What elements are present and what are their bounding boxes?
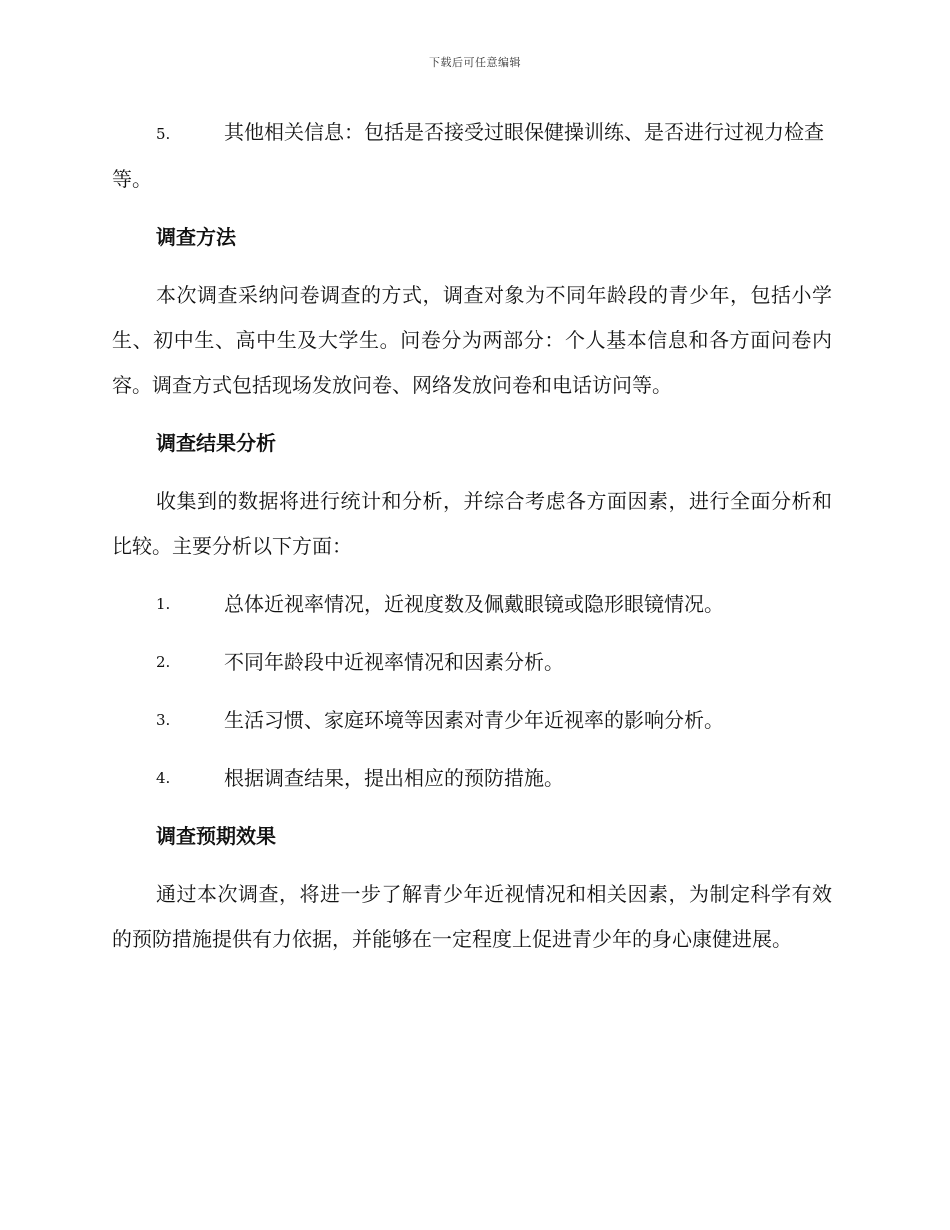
section-heading-analysis: 调查结果分析 xyxy=(156,431,276,455)
list-text: 不同年龄段中近视率情况和因素分析。 xyxy=(224,650,564,674)
list-text: 总体近视率情况，近视度数及佩戴眼镜或隐形眼镜情况。 xyxy=(224,592,724,616)
section-heading-method: 调查方法 xyxy=(156,225,236,249)
list-text: 生活习惯、家庭环境等因素对青少年近视率的影响分析。 xyxy=(224,708,724,732)
list-number: 3. xyxy=(156,711,171,729)
document-body xyxy=(112,110,832,975)
section-heading-expected: 调查预期效果 xyxy=(156,824,276,848)
list-text: 其他相关信息：包括是否接受过眼保健操训练、是否进行过视力检查等。 xyxy=(112,120,824,191)
list-item-4 xyxy=(112,756,832,801)
list-item-5 xyxy=(112,110,832,202)
list-item-2 xyxy=(112,640,832,685)
list-number: 1. xyxy=(156,595,171,613)
paragraph-method: 本次调查采纳问卷调查的方式，调查对象为不同年龄段的青少年，包括小学生、初中生、高中生及大学生。问卷分为两部分：个人基本信息和各方面问卷内容。调查方式包括现场发放问卷、网络发放问卷和电话访问等。 xyxy=(112,283,832,397)
paragraph-analysis: 收集到的数据将进行统计和分析，并综合考虑各方面因素，进行全面分析和比较。主要分析以下方面： xyxy=(112,489,832,558)
list-text: 根据调查结果，提出相应的预防措施。 xyxy=(224,766,564,790)
header-note: 下载后可任意编辑 xyxy=(429,56,521,69)
paragraph-expected: 通过本次调查，将进一步了解青少年近视情况和相关因素，为制定科学有效的预防措施提供有力依据，并能够在一定程度上促进青少年的身心康健进展。 xyxy=(112,882,832,951)
list-item-1 xyxy=(112,582,832,627)
list-number: 5. xyxy=(156,125,171,143)
list-number: 2. xyxy=(156,653,171,671)
list-number: 4. xyxy=(156,769,171,787)
list-item-3 xyxy=(112,698,832,743)
